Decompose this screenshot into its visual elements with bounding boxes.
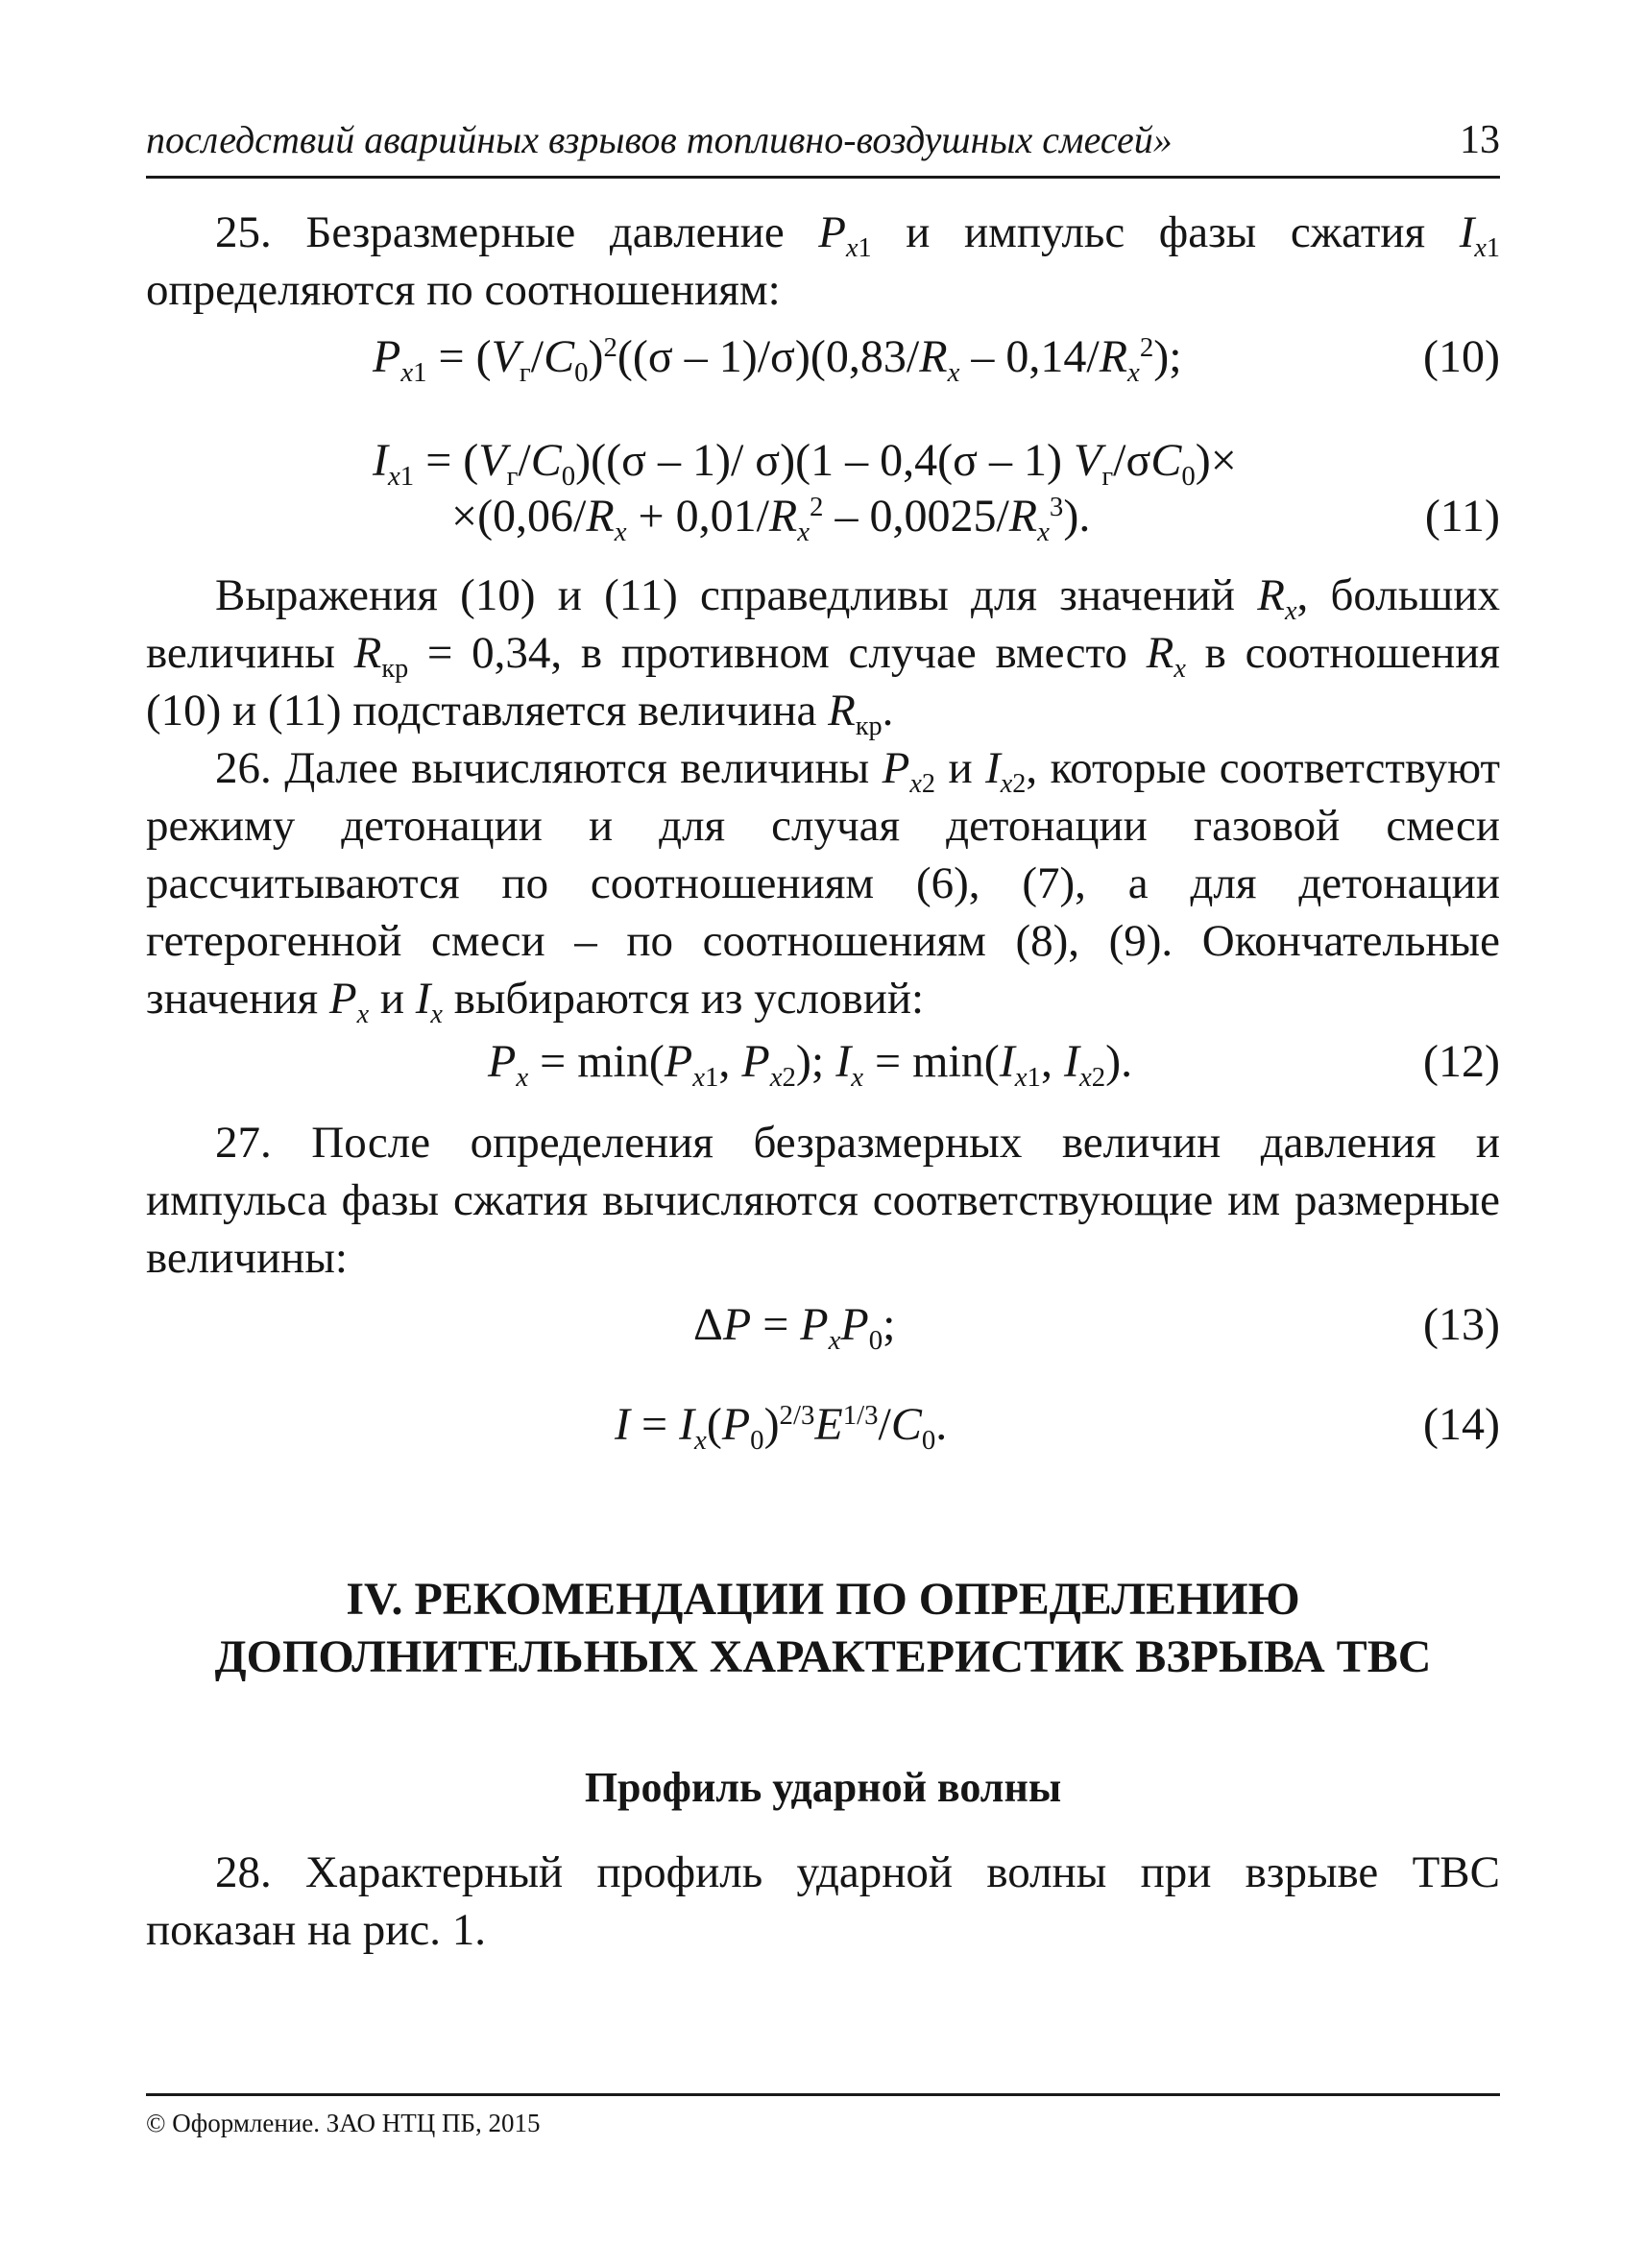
equation-14-number: (14) bbox=[1423, 1399, 1500, 1450]
paragraph-25 bbox=[146, 204, 1500, 319]
running-header bbox=[146, 117, 1500, 175]
section-title-line1: IV. РЕКОМЕНДАЦИИ ПО ОПРЕДЕЛЕНИЮ bbox=[346, 1574, 1300, 1625]
subheading: Профиль ударной волны bbox=[584, 1764, 1062, 1811]
page-number: 13 bbox=[1460, 118, 1500, 162]
paragraph-26: 26. Далее вычисляются величины $P_{x2}$ и $I_{x2}$, которые соответствуют режиму детонации и для случая детонации газовой смеси рассчитываются по соотношениям (6), (7), а для детонации гетерогенной смеси – по соотношениям (8), (9). Окончательные значения $P_x$ и $I_x$ выбираются из условий: bbox=[146, 743, 1500, 1029]
footer-rule bbox=[146, 2093, 1500, 2096]
header-rule bbox=[146, 176, 1500, 179]
equation-12-number: (12) bbox=[1423, 1036, 1500, 1087]
equation-10-number: (10) bbox=[1423, 331, 1500, 382]
p25-text: 25. Безразмерные давление $P_{x1}$ и импульс фазы сжатия $I_{x1}$ определяются по соотношениям: bbox=[146, 207, 1500, 315]
p27-text: 27. После определения безразмерных величин давления и импульса фазы сжатия вычисляются соответствующие им размерные величины: bbox=[146, 1118, 1500, 1283]
section-title bbox=[146, 1571, 1500, 1686]
paragraph-28 bbox=[146, 1844, 1500, 1959]
running-title: последствий аварийных взрывов топливно-воздушных смесей» bbox=[146, 118, 1173, 161]
paragraph-validity: Выражения (10) и (11) справедливы для значений $R_x$, больших величины $R_{кр} = 0,34$, в противном случае вместо $R_x$ в соотношения (10) и (11) подставляется величина $R_{кр}$. bbox=[146, 570, 1500, 741]
paragraph-27 bbox=[146, 1114, 1500, 1287]
equation-10: $P_{x1} = (V_г/C_0)^2((\sigma - 1)/\sigma)(0,83/R_x - 0,14/R_x^2)$; bbox=[373, 331, 1182, 389]
equation-12: $P_x = \min(P_{x1}$, $P_{x2}$); $I_x = \min(I_{x1}$, $I_{x2}$). bbox=[488, 1036, 1133, 1094]
footer-copyright: © Оформление. ЗАО НТЦ ПБ, 2015 bbox=[146, 2109, 541, 2137]
section-title-line2: ДОПОЛНИТЕЛЬНЫХ ХАРАКТЕРИСТИК ВЗРЫВА ТВС bbox=[214, 1631, 1432, 1682]
p28-text: 28. Характерный профиль ударной волны при взрыве ТВС показан на рис. 1. bbox=[146, 1847, 1500, 1955]
equation-11-line1: $I_{x1} = (V_г/C_0)((\sigma - 1)/$ σ)(1 – 0,4(σ – 1) $V_г/\sigma C_0)\times$ bbox=[373, 435, 1237, 493]
equation-13-number: (13) bbox=[1423, 1299, 1500, 1350]
equation-11-line2: $\times(0,06/R_x + 0,01/R_x^2 - 0,0025/R_x^3)$. bbox=[451, 491, 1091, 548]
equation-11-number: (11) bbox=[1424, 491, 1500, 542]
equation-14: $I = I_x(P_0)^{2/3}E^{1/3}/C_0$. bbox=[615, 1399, 948, 1457]
equation-13: $\Delta P = P_xP_0$; bbox=[693, 1299, 896, 1357]
